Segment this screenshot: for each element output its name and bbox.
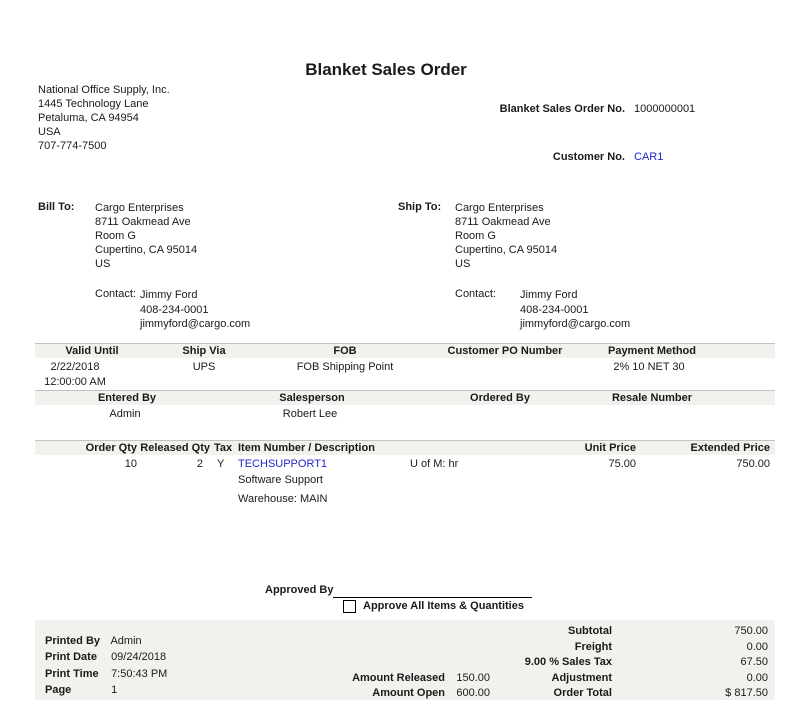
- item-tax-flag: Y: [217, 458, 225, 470]
- subtotal-row: [35, 624, 775, 640]
- bill-to-country: US: [95, 258, 111, 270]
- entered-by-value: Admin: [109, 408, 141, 420]
- ship-via-value: UPS: [192, 361, 216, 373]
- freight-row: [35, 640, 775, 656]
- ship-to-name: Cargo Enterprises: [455, 202, 544, 214]
- sales-tax-label: 9.00 % Sales Tax: [524, 656, 612, 668]
- printed-by-value: Admin: [110, 635, 142, 647]
- bill-to-contact: [140, 288, 250, 332]
- ship-to-contact-email: jimmyford@cargo.com: [520, 318, 631, 330]
- ship-to-address: [455, 201, 557, 271]
- col-header-order-qty: Order Qty: [85, 442, 137, 454]
- header-payment-method: Payment Method: [607, 345, 696, 357]
- bill-to-address2: Room G: [95, 230, 136, 242]
- item-released-qty: 2: [196, 458, 203, 470]
- freight-label: Freight: [574, 640, 612, 653]
- sales-tax-value: 67.50: [740, 656, 768, 668]
- adjustment-label: Adjustment: [551, 671, 612, 684]
- customer-number-link[interactable]: CAR1: [634, 151, 664, 163]
- salesperson-value: Robert Lee: [282, 408, 338, 420]
- valid-until-date: 2/22/2018: [50, 361, 100, 373]
- bill-to-address: [95, 201, 197, 271]
- header-valid-until: Valid Until: [65, 345, 119, 357]
- item-unit-price: 75.00: [608, 458, 636, 470]
- ship-to-country: US: [455, 258, 471, 270]
- customer-number-label: Customer No.: [552, 151, 625, 163]
- bill-to-contact-email: jimmyford@cargo.com: [140, 318, 251, 330]
- freight-value: 0.00: [746, 640, 768, 653]
- print-time-value: 7:50:43 PM: [111, 668, 168, 680]
- company-name: National Office Supply, Inc.: [38, 84, 170, 96]
- company-address1: 1445 Technology Lane: [38, 98, 149, 110]
- ship-to-contact-label: Contact:: [455, 288, 496, 300]
- item-order-qty: 10: [124, 458, 137, 470]
- ship-to-label: Ship To:: [398, 201, 442, 213]
- header-salesperson: Salesperson: [279, 392, 345, 404]
- header-resale-number: Resale Number: [611, 392, 693, 404]
- bill-to-contact-label: Contact:: [95, 288, 136, 300]
- ship-to-contact-phone: 408-234-0001: [520, 303, 589, 316]
- order-total-value: $ 817.50: [725, 687, 768, 699]
- sales-tax-row: [35, 655, 775, 671]
- print-date-value: 09/24/2018: [111, 651, 167, 663]
- order-total-label: Order Total: [553, 687, 612, 699]
- header-ship-via: Ship Via: [182, 345, 226, 357]
- order-number-label: Blanket Sales Order No.: [499, 103, 625, 115]
- header-fob: FOB: [333, 345, 357, 357]
- adjustment-value: 0.00: [746, 671, 768, 684]
- col-header-released-qty: Released Qty: [140, 442, 210, 454]
- approve-all-label: Approve All Items & Quantities: [363, 600, 524, 612]
- company-address-block: [38, 83, 170, 153]
- item-warehouse: Warehouse: MAIN: [238, 493, 328, 505]
- page-number-label: Page: [45, 684, 72, 696]
- signature-line: [333, 583, 532, 598]
- valid-until-time: 12:00:00 AM: [44, 376, 106, 388]
- subtotal-label: Subtotal: [568, 625, 612, 637]
- header-ordered-by: Ordered By: [470, 392, 530, 404]
- col-header-tax: Tax: [214, 442, 233, 454]
- print-date-label: Print Date: [45, 651, 97, 663]
- bill-to-contact-phone: 408-234-0001: [140, 303, 209, 316]
- item-extended-price: 750.00: [736, 458, 770, 470]
- fob-value: FOB Shipping Point: [296, 361, 394, 373]
- amount-released-value: 150.00: [456, 671, 490, 684]
- amount-open-label: Amount Open: [372, 687, 445, 699]
- print-time-label: Print Time: [45, 668, 99, 680]
- col-header-item-desc: Item Number / Description: [238, 442, 375, 454]
- page-title: Blanket Sales Order: [305, 60, 467, 79]
- bill-to-name: Cargo Enterprises: [95, 202, 184, 214]
- subtotal-value: 750.00: [734, 625, 768, 637]
- ship-to-address1: 8711 Oakmead Ave: [455, 216, 551, 228]
- header-entered-by: Entered By: [97, 392, 157, 404]
- item-description: Software Support: [238, 474, 323, 486]
- ship-to-contact-name: Jimmy Ford: [520, 289, 578, 301]
- ship-to-contact: [520, 288, 630, 332]
- item-number-link[interactable]: TECHSUPPORT1: [238, 458, 328, 470]
- order-number-value: 1000000001: [634, 103, 696, 115]
- payment-method-value: 2% 10 NET 30: [613, 361, 685, 373]
- printed-by-label: Printed By: [45, 635, 101, 647]
- approved-by-label: Approved By: [265, 584, 334, 596]
- company-address2: Petaluma, CA 94954: [38, 112, 139, 124]
- bill-to-label: Bill To:: [38, 201, 75, 213]
- company-phone: 707-774-7500: [38, 140, 107, 152]
- amount-released-label: Amount Released: [352, 671, 445, 684]
- amount-open-value: 600.00: [456, 687, 490, 699]
- col-header-extended-price: Extended Price: [690, 442, 770, 454]
- bill-to-contact-name: Jimmy Ford: [140, 289, 198, 301]
- ship-to-address2: Room G: [455, 230, 496, 242]
- page-number-value: 1: [111, 684, 118, 696]
- bill-to-address1: 8711 Oakmead Ave: [95, 216, 191, 228]
- order-total-row: [35, 686, 775, 702]
- adjustment-row: [35, 671, 775, 687]
- footer-summary-box: [35, 620, 775, 700]
- approve-all-checkbox[interactable]: [343, 600, 356, 613]
- bill-to-address3: Cupertino, CA 95014: [95, 244, 198, 256]
- col-header-unit-price: Unit Price: [584, 442, 636, 454]
- header-customer-po: Customer PO Number: [447, 345, 563, 357]
- item-uom: U of M: hr: [410, 458, 459, 470]
- company-country: USA: [38, 126, 61, 138]
- ship-to-address3: Cupertino, CA 95014: [455, 244, 558, 256]
